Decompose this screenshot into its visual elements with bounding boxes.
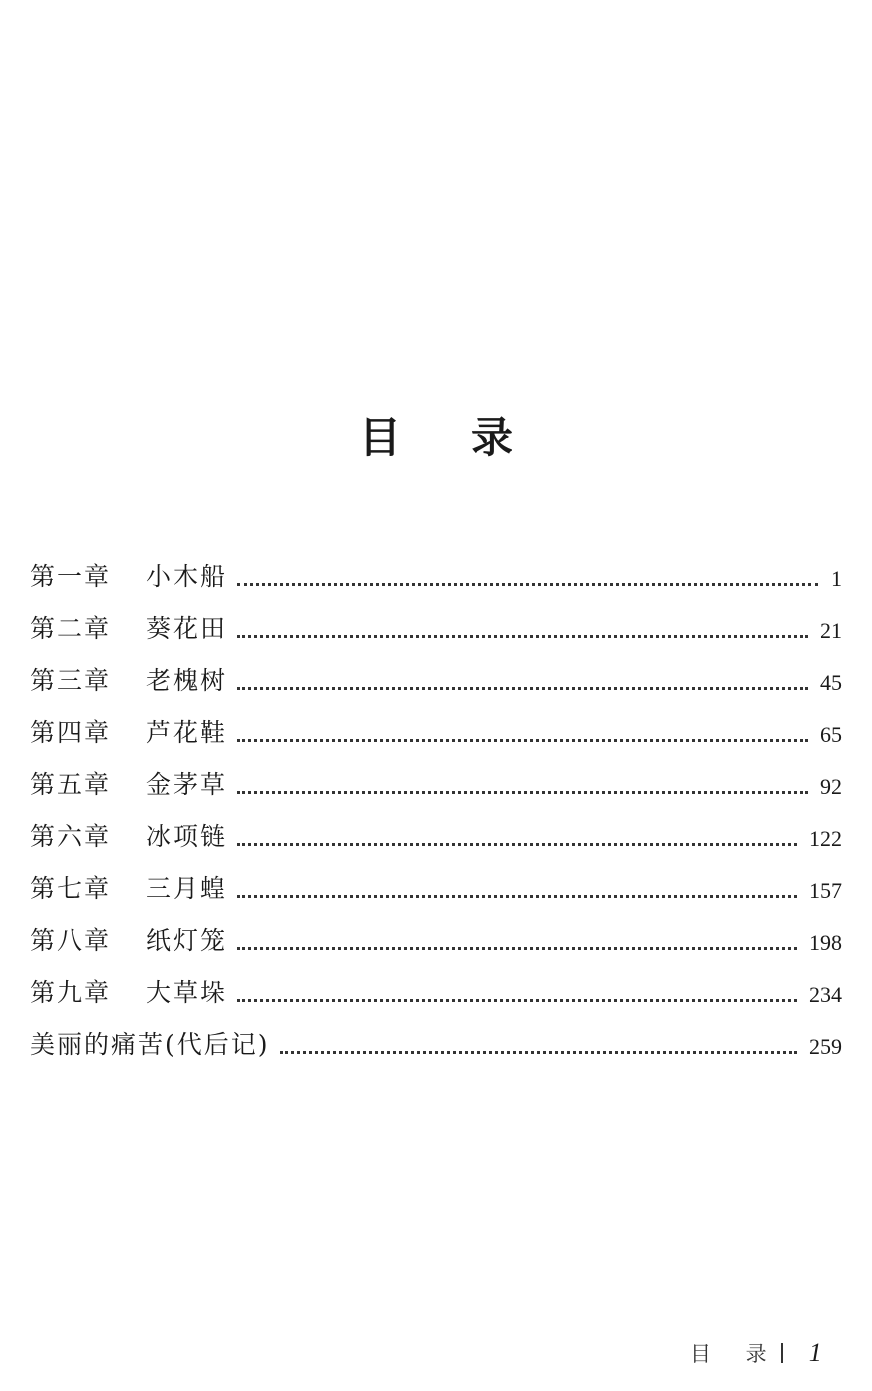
dot-leader <box>237 739 808 742</box>
toc-entry-6[interactable] <box>30 801 842 853</box>
chapter-number: 第七章 <box>30 874 112 903</box>
toc-entry-2[interactable] <box>30 593 842 645</box>
page-number: 65 <box>820 722 842 747</box>
chapter-number: 第六章 <box>30 822 112 851</box>
chapter-number: 第八章 <box>30 926 112 955</box>
table-of-contents <box>30 541 842 1061</box>
footer-section-label: 目 录 <box>690 1342 781 1366</box>
toc-entry-1[interactable] <box>30 541 842 593</box>
page-number: 122 <box>809 826 842 851</box>
chapter-title: 冰项链 <box>146 822 228 851</box>
title-char-1: 目 <box>358 413 401 463</box>
page-number: 1 <box>831 566 842 591</box>
chapter-title: 金茅草 <box>146 770 228 799</box>
dot-leader <box>237 687 808 690</box>
chapter-title: 老槐树 <box>146 666 228 695</box>
chapter-number: 第一章 <box>30 562 112 591</box>
page-number: 198 <box>809 930 842 955</box>
chapter-title: 大草垛 <box>146 978 228 1007</box>
footer-divider <box>781 1343 783 1363</box>
toc-entry-7[interactable] <box>30 853 842 905</box>
toc-entry-8[interactable] <box>30 905 842 957</box>
afterword-title: 美丽的痛苦(代后记) <box>30 1030 270 1059</box>
chapter-number: 第三章 <box>30 666 112 695</box>
dot-leader <box>237 583 818 586</box>
page-number: 92 <box>820 774 842 799</box>
dot-leader <box>237 947 797 950</box>
toc-entry-afterword[interactable] <box>30 1009 842 1061</box>
page-number: 259 <box>809 1034 842 1059</box>
dot-leader <box>280 1051 797 1054</box>
chapter-title: 三月蝗 <box>146 874 228 903</box>
page-number: 45 <box>820 670 842 695</box>
page-title <box>0 410 872 466</box>
toc-entry-5[interactable] <box>30 749 842 801</box>
chapter-title: 芦花鞋 <box>146 718 228 747</box>
chapter-title: 葵花田 <box>146 614 228 643</box>
chapter-number: 第五章 <box>30 770 112 799</box>
dot-leader <box>237 999 797 1002</box>
title-char-2: 录 <box>471 413 514 463</box>
dot-leader <box>237 791 808 794</box>
chapter-title: 纸灯笼 <box>146 926 228 955</box>
toc-entry-4[interactable] <box>30 697 842 749</box>
running-footer <box>690 1333 822 1373</box>
chapter-number: 第二章 <box>30 614 112 643</box>
chapter-title: 小木船 <box>146 562 228 591</box>
footer-page-number: 1 <box>808 1338 822 1367</box>
dot-leader <box>237 843 797 846</box>
dot-leader <box>237 895 797 898</box>
chapter-number: 第四章 <box>30 718 112 747</box>
chapter-number: 第九章 <box>30 978 112 1007</box>
page-number: 21 <box>820 618 842 643</box>
page-number: 157 <box>809 878 842 903</box>
dot-leader <box>237 635 808 638</box>
toc-entry-9[interactable] <box>30 957 842 1009</box>
page-number: 234 <box>809 982 842 1007</box>
toc-entry-3[interactable] <box>30 645 842 697</box>
